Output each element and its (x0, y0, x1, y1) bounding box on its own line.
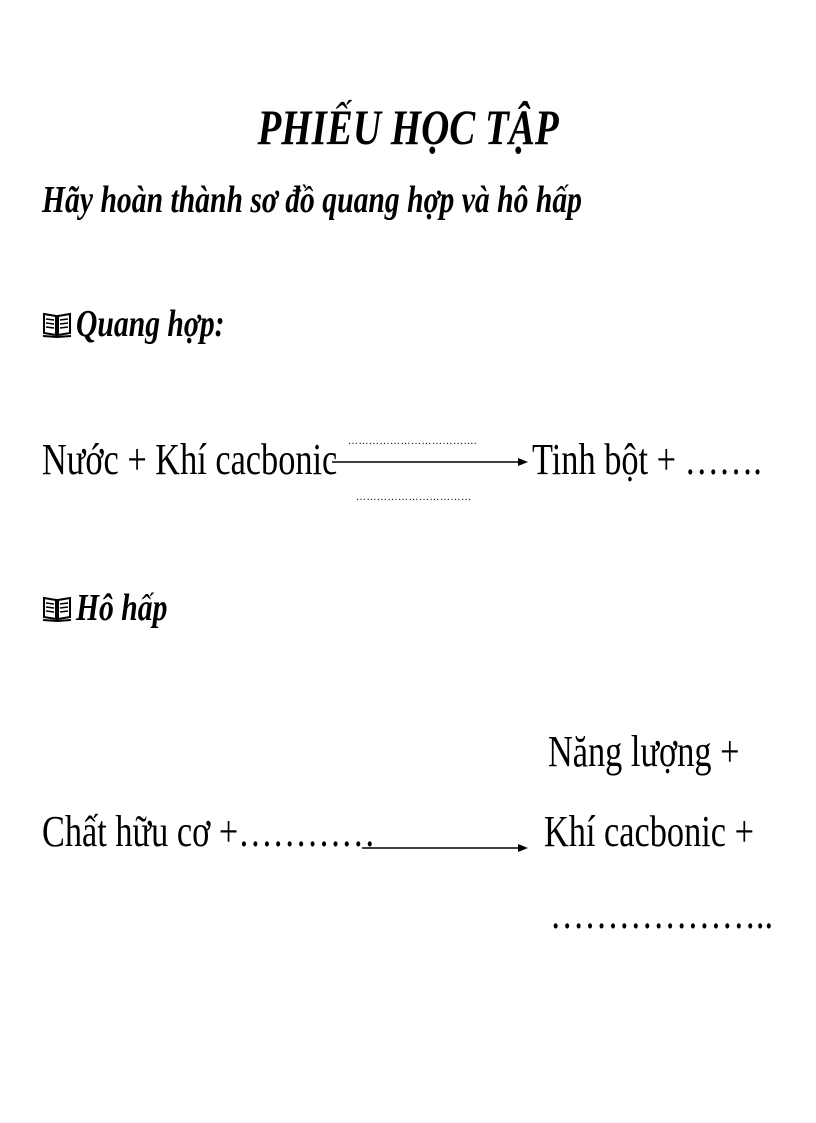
instruction-text: Hãy hoàn thành sơ đồ quang hợp và hô hấp (42, 179, 582, 221)
photosynthesis-condition-bottom[interactable]: …………………………… (356, 492, 472, 503)
open-book-icon (42, 594, 72, 622)
open-book-icon (42, 310, 72, 338)
respiration-heading: Hô hấp (42, 586, 193, 630)
photosynthesis-products[interactable]: Tinh bột + ……. (532, 435, 762, 484)
worksheet-title: PHIẾU HỌC TẬP (257, 99, 559, 155)
photosynthesis-arrow (332, 456, 528, 468)
photosynthesis-heading: Quang hợp: (42, 302, 266, 346)
respiration-product-blank[interactable]: ……………….. (550, 889, 774, 938)
respiration-arrow (362, 842, 528, 854)
respiration-reactants[interactable]: Chất hữu cơ +………… (42, 807, 376, 856)
respiration-product-energy: Năng lượng + (548, 727, 740, 776)
photosynthesis-condition-top[interactable]: ………………………………. (348, 436, 477, 447)
photosynthesis-reactants: Nước + Khí cacbonic (42, 435, 338, 484)
respiration-product-co2: Khí cacbonic + (544, 807, 754, 856)
